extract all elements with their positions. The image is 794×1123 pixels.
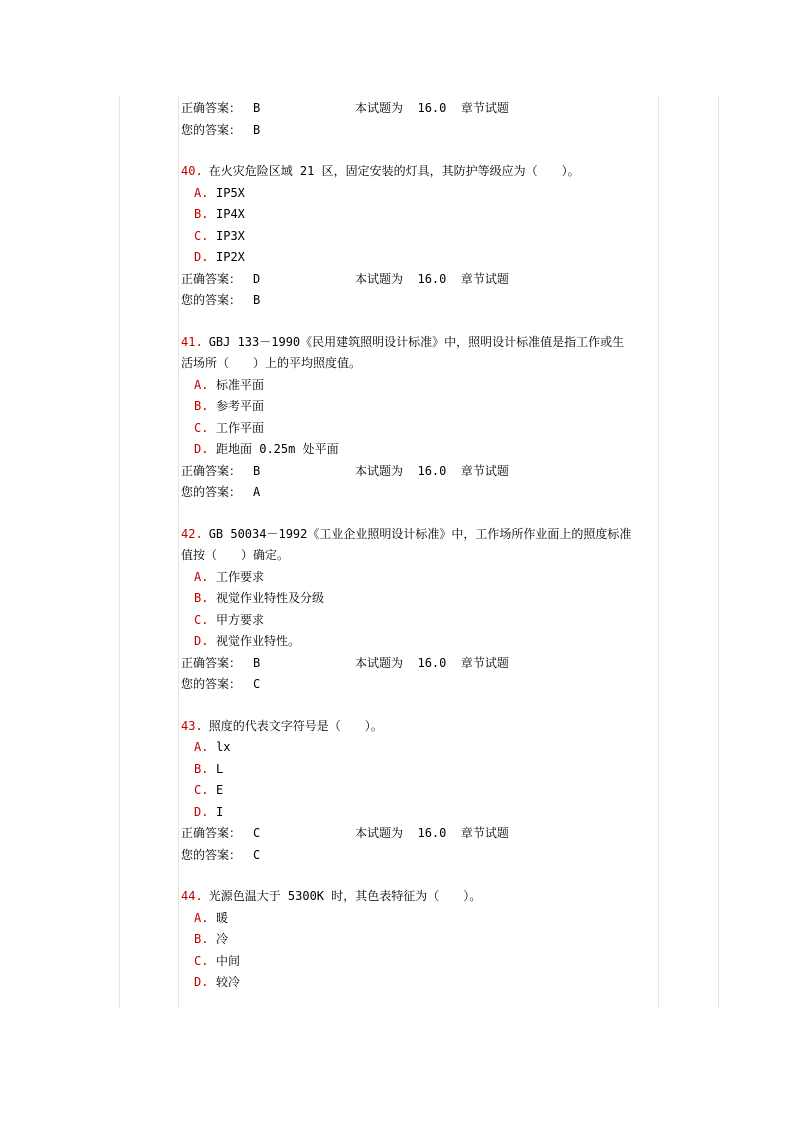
correct-answer-value: B (253, 463, 261, 478)
answer-row: 正确答案： B 本试题为 16.0 章节试题 (181, 653, 659, 675)
score-info: 本试题为 16.0 章节试题 (355, 271, 509, 286)
left-border-outer (119, 96, 120, 1008)
option-b[interactable]: B. 参考平面 (194, 399, 265, 413)
option-a[interactable]: A. 工作要求 (194, 569, 265, 584)
question-number: 44. (181, 889, 203, 903)
correct-answer-value: D (253, 271, 261, 286)
option-c[interactable]: C. 甲方要求 (194, 612, 265, 627)
question-stem: 41. GBJ 133－1990《民用建筑照明设计标准》中，照明设计标准值是指工作或生 (181, 334, 625, 349)
quiz-content (181, 98, 659, 994)
score-info: 本试题为 16.0 章节试题 (355, 655, 509, 670)
option-d[interactable]: D. 较冷 (194, 975, 241, 989)
your-answer-row: 您的答案： C (181, 847, 261, 862)
question-42 (181, 524, 659, 696)
question-stem: 43. 照度的代表文字符号是（ ）。 (181, 718, 383, 733)
your-answer-row: 您的答案： A (181, 485, 261, 499)
score-info: 本试题为 16.0 章节试题 (355, 463, 509, 478)
question-number: 43. (181, 718, 203, 733)
answer-row: 正确答案： B 本试题为 16.0 章节试题 (181, 461, 659, 483)
question-stem-cont: 活场所（ ）上的平均照度值。 (181, 356, 362, 370)
answer-row: 正确答案： D 本试题为 16.0 章节试题 (181, 269, 659, 291)
question-41 (181, 332, 659, 504)
your-answer-label: 您的答案： (181, 122, 242, 137)
option-a[interactable]: A. IP5X (194, 185, 245, 200)
your-answer-value: B (253, 122, 261, 137)
your-answer-value: C (253, 847, 261, 862)
option-a[interactable]: A. lx (194, 740, 231, 754)
score-info: 本试题为 16.0 章节试题 (355, 101, 509, 115)
question-number: 40. (181, 164, 203, 178)
correct-answer-label: 正确答案： (181, 101, 242, 115)
your-answer-row: 您的答案： C (181, 677, 261, 691)
question-number: 41. (181, 334, 203, 349)
correct-answer-value: B (253, 101, 261, 115)
left-border-inner (178, 96, 179, 1008)
your-answer-value: A (253, 485, 261, 499)
question-44 (181, 886, 659, 994)
option-b[interactable]: B. 冷 (194, 932, 229, 946)
option-c[interactable]: C. E (194, 783, 224, 797)
option-d[interactable]: D. I (194, 804, 224, 819)
option-a[interactable]: A. 暖 (194, 910, 229, 925)
answer-row: 正确答案： C 本试题为 16.0 章节试题 (181, 823, 659, 845)
your-answer-value: C (253, 677, 261, 691)
your-answer-value: B (253, 293, 261, 307)
option-a[interactable]: A. 标准平面 (194, 377, 265, 392)
score-info: 本试题为 16.0 章节试题 (355, 826, 509, 840)
option-c[interactable]: C. 中间 (194, 953, 241, 968)
question-43 (181, 716, 659, 867)
question-number: 42. (181, 526, 203, 541)
correct-answer-value: B (253, 655, 261, 670)
option-b[interactable]: B. 视觉作业特性及分级 (194, 591, 325, 605)
question-stem: 40. 在火灾危险区域 21 区，固定安装的灯具，其防护等级应为（ ）。 (181, 164, 580, 178)
question-40 (181, 161, 659, 312)
question-stem: 44. 光源色温大于 5300K 时，其色表特征为（ ）。 (181, 889, 482, 903)
option-b[interactable]: B. L (194, 761, 224, 776)
answer-row (181, 98, 659, 120)
question-stem-cont: 值按（ ）确定。 (181, 548, 290, 562)
question-stem: 42. GB 50034－1992《工业企业照明设计标准》中，工作场所作业面上的照度标准 (181, 526, 632, 541)
your-answer-row: 您的答案： B (181, 293, 261, 307)
your-answer-row (181, 120, 659, 142)
option-c[interactable]: C. 工作平面 (194, 420, 265, 435)
correct-answer-value: C (253, 826, 261, 840)
right-border-outer (718, 96, 719, 1008)
option-b[interactable]: B. IP4X (194, 207, 245, 221)
option-d[interactable]: D. 距地面 0.25m 处平面 (194, 442, 339, 456)
option-d[interactable]: D. IP2X (194, 250, 245, 264)
option-c[interactable]: C. IP3X (194, 228, 245, 243)
option-d[interactable]: D. 视觉作业特性。 (194, 634, 301, 648)
